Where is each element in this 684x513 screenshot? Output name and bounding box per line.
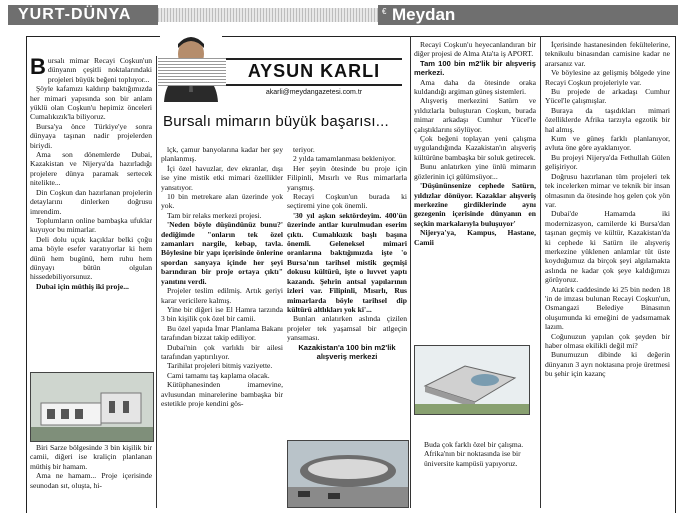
paragraph: Ama ne hamam... Proje içerisinde seunodan sıt, oluşta, hi-: [30, 471, 152, 490]
paragraph: İçi özel havuzlar, dev ekranlar, dışı ise yine mistik etki mimari özellikler yansıtıyor.: [161, 163, 283, 192]
paragraph: Toplumların online bambaşka ufuklar kuyuyor bu mimarlar.: [30, 215, 152, 235]
subheading: Kazakistan'a 100 bin m2'lik alışveriş merkezi: [298, 342, 396, 361]
section-tab-left: [8, 5, 158, 25]
paragraph: Dubai'nin çok varlıklı bir ailesi tarafından yaptırılıyor.: [161, 342, 283, 361]
paragraph: Şöyle kafamızı kaldırıp baktığımızda her mimari yapısında son bir anlam yüklü olan Coşkun'u hepimiz önceleri Cumalıkızık'la biliyoruz.: [30, 84, 152, 122]
paragraph: Doğrusu hazırlanan tüm projeleri tek tek incelerken mimar ve teknik bir insan olmasının da ötesinde hoş gelen çok yön var.: [545, 171, 670, 209]
column-rule: [410, 36, 411, 508]
paragraph: Buraya da taşıdıkları mimari özelliklerde Afrika tarzıyla egzotik bir hal almış.: [545, 105, 670, 134]
newspaper-logo-mark: €: [382, 7, 387, 16]
photo-caption: [424, 440, 534, 468]
section-tab-right: [378, 5, 678, 25]
column-4: [414, 40, 536, 340]
quote: 'Neden böyle düşündünüz bunu?' dediğimde "onların tek özel zamanları nargile, kebap, tavla. Böylesine bir yapı içerisinde önlerine spordan sanyaya içinde her şeyi barındıran bir proje ortaya çıktı" yanıtını verdi.: [161, 220, 283, 286]
paragraph: İçerisinde hastanesinden fekültelerine, teknikulu binasından camisine kadar ne ararsanız var.: [545, 40, 670, 68]
paragraph: Kum ve güneş farklı planlanıyor, avluta öne göre ayaklanıyor.: [545, 134, 670, 153]
paragraph: Her şeyin ötesinde bu proje için Filipinli, Mısırlı ve Rus mimarlarla yarışmış.: [287, 163, 407, 192]
column-1: [30, 56, 152, 311]
paragraph: Tarihilat projeleri bitmiş vaziyette.: [167, 361, 273, 371]
paragraph: Projeler teslim edilmiş. Artık geriyi karar vericilere kalmış.: [161, 286, 283, 305]
paragraph: Afrika'nın bir noktasında ise bir üniversite kampüsü yapıyoruz.: [424, 449, 521, 468]
subheading: Dubai için müthiş iki proje...: [36, 281, 129, 291]
section-title-left: YURT-DÜNYA: [18, 6, 132, 23]
author-email: akarli@meydangazetesi.com.tr: [265, 89, 363, 96]
paragraph: Ama son dönemlerde Dubai, Kazakistan ve Nijerya'da hazırladığı projelere dünya paramak sertecek nitelikte...: [30, 150, 152, 188]
project-photo-dubai: [30, 372, 154, 442]
paragraph: Buda çok farklı özel bir çalışma.: [424, 440, 524, 449]
column-rule: [156, 56, 157, 508]
paragraph: Biri Sarze bölgesinde 3 bin kişilik bir camii, diğeri ise kraliçin planlanan müthiş bir hamam.: [30, 443, 152, 471]
paragraph: Atatürk caddesinde ki 25 bin neden 18 'in de imzası bulunan Recayi Coşkun'un, Osmangazi Belediye Binasının oluşumunda ki emeğini de yadsımamak lazım.: [545, 284, 670, 332]
author-name: AYSUN KARLI: [226, 58, 402, 86]
paragraph: Recayi Coşkun'u heyecanlandıran bir diğer projesi de Alma Ata'ta iş APORT.: [414, 40, 536, 59]
paragraph: 2 yılda tamamlanması bekleniyor.: [293, 154, 396, 164]
column-2: [161, 145, 283, 509]
paragraph: lçk, çamur banyolarına kadar her şey planlanmış.: [161, 145, 283, 164]
paragraph: Bursa'ya önce Türkiye'ye sonra dünyaya taşınan nadir projelerden biriydi.: [30, 121, 152, 150]
paragraph: Bu projeyi Nijerya'da Fethullah Gülen gelişiriyor.: [545, 152, 670, 172]
column-rule: [540, 36, 541, 508]
paragraph: Alışveriş merkezini Satürn ve yıldızlarla buluşturan Coşkun, burada mimar arkadaşı Cumhur Yücel'le çalıştıklarını söylüyor.: [414, 96, 536, 134]
paragraph: Tam bir relaks merkezi projesi.: [167, 210, 262, 220]
column-1-bottom: [30, 443, 152, 509]
header-pattern: [158, 8, 378, 22]
paragraph: Recayi Coşkun'un burada ki seçtiremi yine çok önemli.: [287, 192, 407, 211]
paragraph: Çok beğeni toplayan yeni çalışma uygulandığında Kazakistan'ın alışveriş kültürüne bambaşka bir soluk getirecek.: [414, 134, 536, 162]
newspaper-name: Meydan: [392, 5, 456, 24]
paragraph: teriyor.: [293, 145, 315, 154]
paragraph: Cami tamamı taş kaplama olacak.: [167, 370, 270, 380]
drop-cap: B: [30, 56, 46, 79]
paragraph: Deli dolu uçuk kaçıklar belki çoğu ama böyle esefer varatıyorlar ki hem dünü hem bugünü, hem ruhu hem dünyayı bütün olgulan hissedebiliyorsunuz.: [30, 234, 152, 282]
paragraph: Kütüphanesinden imamevine, avlusundan minarelerine bambaşka bir estetikle proje kendini gös-: [161, 380, 283, 408]
headline: Bursalı mimarın büyük başarısı...: [163, 113, 389, 130]
paragraph: Bu özel yapıda İmar Planlama Bakanı tarafından bizzat takip ediliyor.: [161, 323, 283, 343]
subheading: Nijerya'ya, Kampus, Hastane, Camii: [414, 228, 536, 247]
paragraph: Tam 100 bin m2'lik bir alışveriş merkezi.: [414, 58, 536, 78]
paragraph: Dubai'de Hamamda iki modernizasyon, camilerde ki Bursa'dan taşınan geçmiş ve kültür, Kazakistan'da ki cephede ki Satürn ile alışveriş merkezine yüklenen anlamlar tüt üste koyduğumuz da birçok şeyi algılamakta aslında ne kadar çok şeye kaldığımızı görüyoruz.: [545, 209, 670, 285]
paragraph: Yine bir diğeri ise El Hamra tarzında 3 bin kişilik çok özel bir camii.: [161, 304, 283, 324]
paragraph: ursalı mimar Recayi Coşkun'un dünyanın çeşitli noktalarındaki projeleri büyük beğeni topluyor...: [47, 56, 152, 84]
paragraph: Bunumuzun dibinde ki değerin dünyanın 3 ayrı noktasına proje üretmesi bu şehir için kazanç: [545, 350, 670, 379]
column-3: [287, 145, 407, 440]
project-photo-nigeria: [414, 345, 530, 415]
quote: 'Düşününsenize cephede Satürn, yıldızlar dönüyor. Kazaklar alışveriş merkezine girdiklerinde aynı gezegenin içerisinde dünyanın en seçkin markalarıyla buluşuyor': [414, 181, 536, 228]
page-header: [0, 0, 684, 30]
paragraph: 10 bin metrekare alan üzerinde yok yok.: [161, 192, 283, 211]
paragraph: Bu projede de arkadaşı Cumhur Yücel'le çalışmışlar.: [545, 87, 670, 106]
author-band-pattern: [158, 58, 226, 86]
paragraph: Ama daha da ötesinde oraka kuldandığı argiman güneş sistemleri.: [414, 77, 536, 97]
paragraph: Coğunuzun yapılan çok şeyden bir haber olması ekilikli değil mi?: [545, 331, 670, 350]
quote: '30 yıl aşkın sektördeyim. 400'ün üzerinde antlar kurulmudan eserim çıktı. Cumalıkızık başlı başına önemli. Geleneksel mimari oranlarına baktığımızda işte 'o Bursa'nın tarihsel mistik geçmişi dokusu kültürü, işte o luvvet yaptı kazandı. Şehrin antsal yapılarının izleri var. Filipinli, Mısırlı, Rus mimarlarda böyle tarihsel dip kültürü altlıkları yok ki'...: [287, 210, 407, 314]
paragraph: Bunları anlatırken aslında çizilen projeler tek yaşamsal bir atlgeçin yansıması.: [287, 314, 407, 343]
paragraph: Ve böylesine az gelişmiş bölgede yine Recayi Coşkun projeleriyle var.: [545, 68, 670, 87]
column-5: [545, 40, 670, 510]
project-photo-kazakhstan: [287, 440, 409, 508]
paragraph: Bunu anlatırken yine ünlü mimarın gözlerinin içi gülümsüyor...: [414, 162, 536, 181]
paragraph: Din Coşkun dan hazırlanan projelerin detaylarını dinlerken doğrusu imrendim.: [30, 187, 152, 216]
